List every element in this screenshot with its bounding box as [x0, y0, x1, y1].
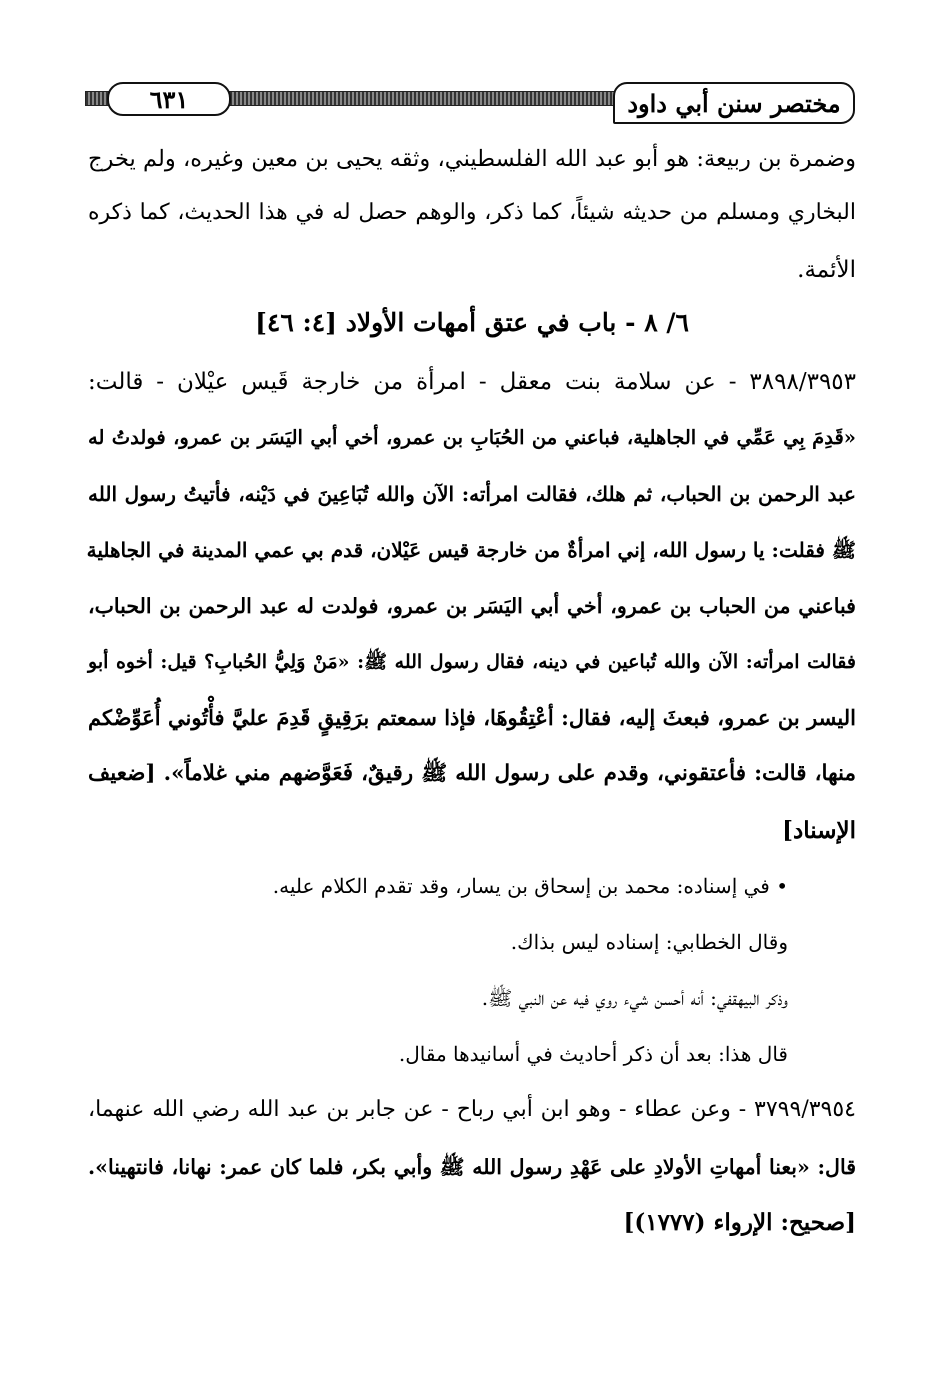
hadith1-line-6: اليسر بن عمرو، فبعثَ إليه، فقال: أعْتِقُوهَا، فإذا سمعتم برَقِيقٍ قَدِمَ عليَّ فأْتُوني أُعَوِّضْكم: [88, 705, 856, 730]
hadith2-grading: [صحيح: الإرواء (١٧٧٧)]: [623, 1209, 856, 1236]
intro-line-1: وضمرة بن ربيعة: هو أبو عبد الله الفلسطيني، وثقه يحيى بن معين وغيره، ولم يخرج: [88, 146, 856, 172]
intro-line-2: البخاري ومسلم من حديثه شيئاً، كما ذكر، والوهم حصل له في هذا الحديث، كما ذكره: [88, 200, 856, 225]
hadith1-line-4: فباعني من الحباب بن عمرو، أخي أبي اليَسَر بن عمرو، فولدت له عبد الرحمن بن الحباب،: [88, 594, 856, 618]
hadith1-isnad: ٣٨٩٨/٣٩٥٣ - عن سلامة بنت معقل - امرأة من خارجة قَيس عيْلان - قالت:: [88, 369, 856, 395]
hadith2-text: قال: «بعنا أمهاتِ الأولادِ على عَهْدِ رسول الله ﷺ وأبي بكر، فلما كان عمر: نهانا، فانتهينا».: [88, 1155, 856, 1179]
note-1: • في إسناده: محمد بن إسحاق بن يسار، وقد تقدم الكلام عليه.: [272, 874, 788, 898]
intro-line-3: الأئمة.: [797, 257, 856, 283]
hadith1-line-3: ﷺ فقلت: يا رسول الله، إني امرأةٌ من خارجة قيس عَيْلان، قدم بي عمي المدينة في الجاهلية: [86, 538, 856, 562]
hadith1-line-5: فقالت امرأته: الآن والله تُباعين في دينه، فقال رسول الله ﷺ: «مَنْ وَلِيُّ الحُبابِ؟ قيل: أخوه أبو: [88, 651, 856, 673]
book-title: مختصر سنن أبي داود: [613, 82, 855, 124]
hadith1-line-2: عبد الرحمن بن الحباب، ثم هلك، فقالت امرأته: الآن والله تُبَاعِينَ في دَيْنه، فأتيتُ رسول الله: [88, 482, 856, 506]
note-2: وقال الخطابي: إسناده ليس بذاك.: [510, 930, 788, 954]
page-number: ٦٣١: [107, 82, 231, 116]
note-4: قال هذا: بعد أن ذكر أحاديث في أسانيدها مقال.: [398, 1042, 788, 1066]
hadith1-line-7: منها، قالت: فأعتقوني، وقدم على رسول الله ﷺ رقيقٌ، فَعَوَّضهم مني غلاماً». [ضعيف: [88, 761, 856, 786]
note-3: وذكر البيهقفي: أنه أحسن شيء روي فيه عن النبي ﷺ.: [481, 986, 788, 1010]
hadith1-line-8: الإسناد]: [782, 817, 856, 844]
hadith2-isnad: ٣٧٩٩/٣٩٥٤ - وعن عطاء - وهو ابن أبي رباح - عن جابر بن عبد الله رضي الله عنهما،: [88, 1097, 856, 1122]
hadith1-line-1: «قَدِمَ بِي عَمِّي في الجاهلية، فباعني من الحُبَابِ بن عمرو، أخي أبي اليَسَر بن عمرو، فولدتُ له: [88, 426, 856, 449]
page-header: [85, 82, 855, 126]
chapter-heading: ٦/ ٨ - باب في عتق أمهات الأولاد [٤: ٤٦]: [255, 308, 689, 337]
